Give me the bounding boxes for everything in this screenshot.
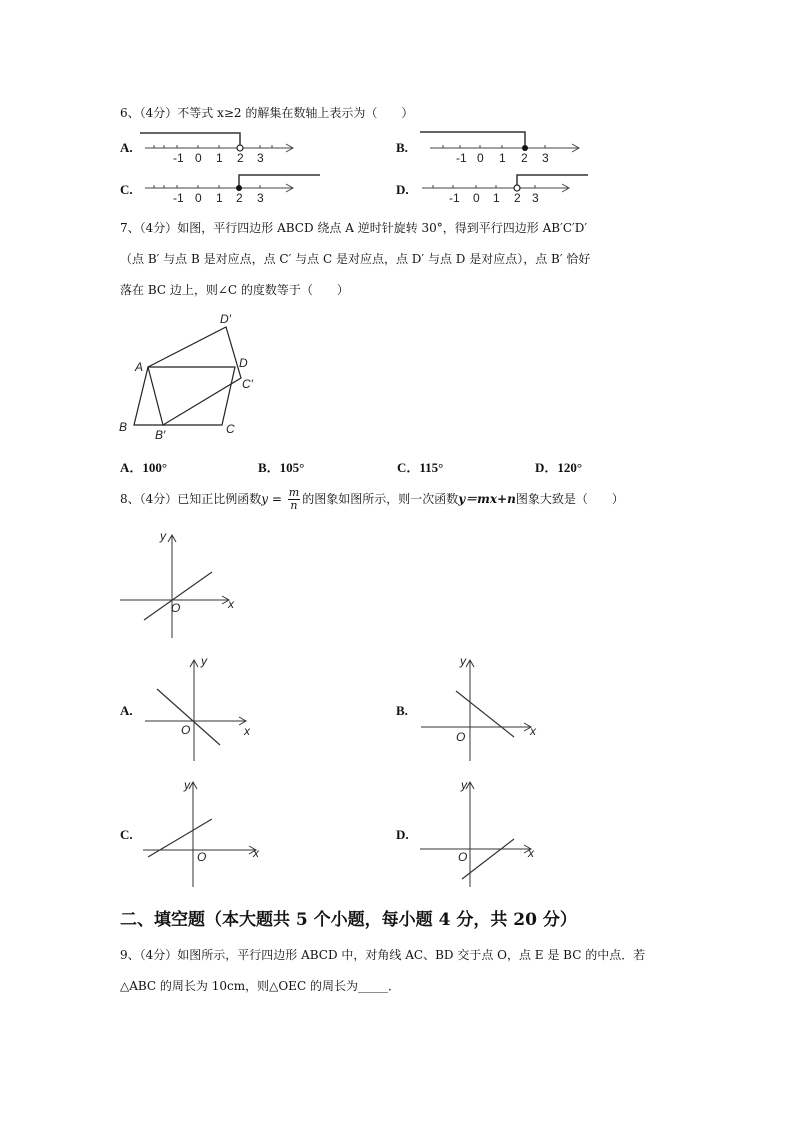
tick-label: 1 xyxy=(216,151,223,165)
q6-option-c-numberline xyxy=(140,168,330,208)
axis-label-x: x xyxy=(528,846,534,860)
q9-line-1: 9、（4分）如图所示，平行四边形 ABCD 中，对角线 AC、BD 交于点 O，点 E 是 BC 的中点．若 xyxy=(120,948,646,962)
tick-label: 3 xyxy=(257,151,264,165)
q8-reference-graph xyxy=(118,528,248,640)
origin-label: O xyxy=(458,850,468,864)
q6-option-b-label[interactable]: B. xyxy=(396,140,408,155)
q7-option-a[interactable]: A．100° xyxy=(120,460,168,475)
q6-option-a-label[interactable]: A. xyxy=(120,140,133,155)
q6-option-b-numberline xyxy=(418,128,588,168)
point-label-a: A xyxy=(135,360,144,374)
q8-text: 8、（4分）已知正比例函数y = $\frac{m}{n}$ 的图象如图所示，则一次函数y＝mx+n图象大致是（ ） xyxy=(120,486,624,512)
q6-option-d-numberline xyxy=(418,168,593,208)
origin-label: O xyxy=(197,850,207,864)
tick-label: -1 xyxy=(456,151,467,165)
tick-label: 1 xyxy=(493,191,500,205)
q8-option-d-graph xyxy=(418,775,543,890)
tick-label: 0 xyxy=(195,151,202,165)
axis-label-y: y xyxy=(461,778,467,792)
point-label-b: B xyxy=(119,420,128,434)
q8-text-mid: 的图象如图所示，则一次函数 xyxy=(302,492,459,506)
tick-label: 2 xyxy=(236,191,243,205)
origin-label: O xyxy=(171,601,181,615)
tick-label: 2 xyxy=(237,151,244,165)
origin-label: O xyxy=(181,723,191,737)
q8-text-pre: 8、（4分）已知正比例函数 xyxy=(120,492,262,506)
point-label-d: D xyxy=(239,356,248,370)
q6-option-a-numberline xyxy=(140,128,310,168)
q6-option-c-label[interactable]: C. xyxy=(120,182,133,197)
q6-text: 6、（4分）不等式 x≥2 的解集在数轴上表示为（ ） xyxy=(120,106,414,120)
tick-label: 3 xyxy=(257,191,264,205)
tick-label: 1 xyxy=(216,191,223,205)
q8-option-b-graph xyxy=(418,653,543,765)
section-2-title: 二、填空题（本大题共 5 个小题，每小题 4 分，共 20 分） xyxy=(120,910,577,930)
tick-label: 0 xyxy=(195,191,202,205)
q6-option-d-label[interactable]: D. xyxy=(396,182,409,197)
q8-frac-den: n xyxy=(290,499,298,512)
axis-label-y: y xyxy=(201,654,207,668)
tick-label: 2 xyxy=(521,151,528,165)
tick-label: 0 xyxy=(477,151,484,165)
tick-label: -1 xyxy=(173,191,184,205)
point-label-c-prime: C′ xyxy=(242,377,253,391)
q8-option-a-graph xyxy=(140,653,265,765)
q9-line-2: △ABC 的周长为 10cm，则△OEC 的周长为_____． xyxy=(120,979,400,993)
q7-option-c[interactable]: C．115° xyxy=(397,460,444,475)
point-label-c: C xyxy=(226,422,235,436)
q8-func: y＝mx+n xyxy=(458,492,516,506)
q8-option-c-label[interactable]: C. xyxy=(120,827,133,842)
q7-option-b[interactable]: B．105° xyxy=(258,460,305,475)
q7-line-1: 7、（4分）如图，平行四边形 ABCD 绕点 A 逆时针旋转 30°，得到平行四边形 AB′C′D′ xyxy=(120,221,588,235)
tick-label: 3 xyxy=(542,151,549,165)
axis-label-x: x xyxy=(228,597,234,611)
q8-text-post: 图象大致是（ ） xyxy=(515,492,624,506)
q8-option-b-label[interactable]: B. xyxy=(396,703,408,718)
axis-label-y: y xyxy=(160,529,166,543)
tick-label: -1 xyxy=(449,191,460,205)
axis-label-y: y xyxy=(460,654,466,668)
q8-y: y xyxy=(261,492,269,506)
q8-fraction xyxy=(288,487,300,512)
q8-option-d-label[interactable]: D. xyxy=(396,827,409,842)
q7-option-d[interactable]: D．120° xyxy=(535,460,583,475)
q7-parallelogram-figure xyxy=(110,305,270,450)
tick-label: 2 xyxy=(514,191,521,205)
point-label-b-prime: B′ xyxy=(155,428,166,442)
q8-option-a-label[interactable]: A. xyxy=(120,703,133,718)
q8-frac-num: m xyxy=(288,486,300,499)
axis-label-x: x xyxy=(244,724,250,738)
origin-label: O xyxy=(456,730,466,744)
q8-option-c-graph xyxy=(140,775,265,890)
tick-label: 0 xyxy=(473,191,480,205)
axis-label-x: x xyxy=(253,846,259,860)
q7-line-3: 落在 BC 边上，则∠C 的度数等于（ ） xyxy=(120,283,349,297)
q7-line-2: （点 B′ 与点 B 是对应点，点 C′ 与点 C 是对应点，点 D′ 与点 D 是对应点），点 B′ 恰好 xyxy=(120,252,591,266)
tick-label: 1 xyxy=(499,151,506,165)
axis-label-y: y xyxy=(184,778,190,792)
axis-label-x: x xyxy=(530,724,536,738)
tick-label: -1 xyxy=(173,151,184,165)
point-label-d-prime: D′ xyxy=(220,312,231,326)
tick-label: 3 xyxy=(532,191,539,205)
